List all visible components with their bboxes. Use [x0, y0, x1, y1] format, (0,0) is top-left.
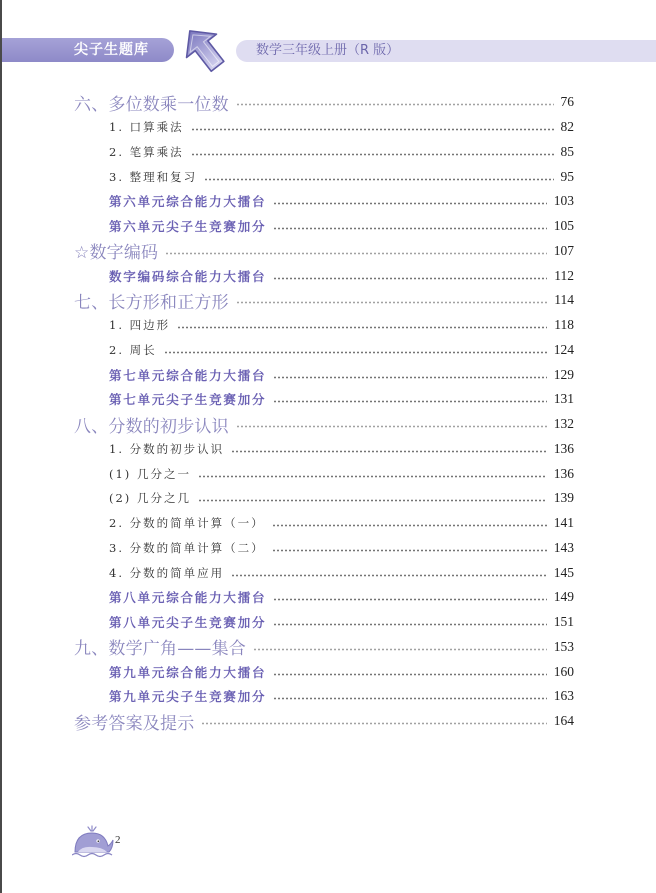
toc-special-label: 第七单元尖子生竞赛加分: [109, 392, 267, 408]
arrow-up-left-icon: [180, 24, 228, 74]
dot-leader: [177, 326, 547, 329]
dot-leader: [201, 722, 546, 725]
toc-page-number: 103: [553, 193, 574, 209]
whale-icon: [72, 822, 116, 862]
dot-leader: [231, 450, 547, 453]
toc-chapter-row: [74, 288, 574, 313]
toc-entry-row: [74, 437, 574, 462]
toc-page-number: 124: [553, 341, 574, 357]
toc-special-label: 第八单元尖子生竞赛加分: [109, 615, 267, 631]
toc-entry-row: [74, 486, 574, 511]
dot-leader: [236, 103, 554, 106]
toc-page-number: 145: [553, 564, 574, 580]
toc-entry-label: (2) 几分之几: [109, 491, 191, 506]
toc-entry-row: [74, 461, 574, 486]
dot-leader: [191, 128, 554, 131]
toc-entry-label: 2. 分数的简单计算（一）: [109, 516, 265, 531]
toc-entry-label: 3. 分数的简单计算（二）: [109, 540, 265, 555]
toc-special-label: 数字编码综合能力大擂台: [109, 268, 267, 284]
dot-leader: [204, 178, 553, 181]
toc-entry-label: 1. 口算乘法: [109, 120, 184, 135]
toc-page-number: 131: [553, 391, 574, 407]
toc-page-number: 82: [560, 119, 574, 135]
toc-chapter-row: [74, 709, 574, 734]
toc-page-number: 139: [553, 490, 574, 506]
toc-page-number: 107: [553, 242, 574, 258]
toc-page-number: 132: [553, 416, 574, 432]
toc-special-label: 第六单元尖子生竞赛加分: [109, 219, 267, 235]
toc-page-number: 76: [560, 94, 574, 110]
toc-special-row: [74, 659, 574, 684]
toc-entry-row: [74, 115, 574, 140]
toc-entry-row: [74, 164, 574, 189]
toc-special-row: [74, 585, 574, 610]
brand-tab: [2, 38, 174, 62]
toc-page-number: 149: [553, 589, 574, 605]
dot-leader: [273, 400, 546, 403]
dot-leader: [273, 623, 546, 626]
dot-leader: [273, 277, 547, 280]
toc-special-label: 第六单元综合能力大擂台: [109, 194, 267, 210]
dot-leader: [273, 673, 546, 676]
dot-leader: [198, 499, 547, 502]
toc-chapter-title: 六、多位数乘一位数: [74, 94, 229, 115]
toc-entry-label: 2. 笔算乘法: [109, 144, 184, 159]
toc-chapter-row: [74, 90, 574, 115]
dot-leader: [273, 227, 546, 230]
toc-entry-label: 2. 周长: [109, 342, 157, 357]
dot-leader: [272, 549, 547, 552]
toc-special-row: [74, 362, 574, 387]
toc-page-number: 112: [554, 267, 574, 283]
toc-entry-row: [74, 560, 574, 585]
toc-page-number: 85: [560, 143, 574, 159]
toc-entry-label: 3. 整理和复习: [109, 169, 198, 184]
book-title: 数学三年级上册（R 版）: [256, 43, 400, 58]
dot-leader: [165, 252, 547, 255]
book-title-tab: [236, 40, 656, 62]
toc-page-number: 164: [553, 713, 574, 729]
toc-entry-label: 4. 分数的简单应用: [109, 565, 225, 580]
dot-leader: [236, 301, 547, 304]
dot-leader: [273, 376, 546, 379]
toc-entry-row: [74, 338, 574, 363]
toc-page-number: 160: [553, 663, 574, 679]
page-number: 2: [115, 834, 121, 846]
toc-page-number: 114: [554, 292, 574, 308]
toc-chapter-row: [74, 412, 574, 437]
toc-page-number: 129: [553, 366, 574, 382]
toc-page-number: 118: [554, 317, 574, 333]
dot-leader: [253, 648, 547, 651]
toc-page-number: 151: [553, 614, 574, 630]
toc-page-number: 143: [553, 539, 574, 555]
toc-special-row: [74, 189, 574, 214]
toc-chapter-row: [74, 635, 574, 660]
toc-chapter-title: ☆数字编码: [74, 243, 159, 264]
toc-entry-label: 1. 四边形: [109, 318, 171, 333]
toc-page-number: 163: [553, 688, 574, 704]
toc-page-number: 105: [553, 218, 574, 234]
toc-entry-row: [74, 511, 574, 536]
toc-special-row: [74, 214, 574, 239]
toc-chapter-row: [74, 239, 574, 264]
toc-special-label: 第九单元综合能力大擂台: [109, 664, 267, 680]
toc-special-row: [74, 387, 574, 412]
toc-chapter-title: 八、分数的初步认识: [74, 416, 229, 437]
brand-title: 尖子生题库: [74, 42, 149, 58]
toc-chapter-title: 九、数学广角——集合: [74, 639, 246, 660]
dot-leader: [198, 475, 547, 478]
toc-special-label: 第七单元综合能力大擂台: [109, 367, 267, 383]
toc-special-row: [74, 684, 574, 709]
dot-leader: [236, 425, 547, 428]
toc-entry-row: [74, 536, 574, 561]
table-of-contents: [74, 90, 574, 734]
toc-special-row: [74, 610, 574, 635]
toc-chapter-title: 七、长方形和正方形: [74, 292, 229, 313]
dot-leader: [273, 598, 546, 601]
dot-leader: [191, 153, 554, 156]
toc-entry-row: [74, 313, 574, 338]
dot-leader: [273, 202, 546, 205]
toc-entry-row: [74, 140, 574, 165]
toc-page-number: 95: [560, 168, 574, 184]
dot-leader: [164, 351, 547, 354]
toc-page-number: 136: [553, 465, 574, 481]
toc-page-number: 153: [553, 638, 574, 654]
dot-leader: [231, 574, 547, 577]
toc-page-number: 136: [553, 440, 574, 456]
toc-page-number: 141: [553, 515, 574, 531]
toc-special-row: [74, 263, 574, 288]
dot-leader: [273, 697, 546, 700]
toc-entry-label: 1. 分数的初步认识: [109, 441, 225, 456]
toc-chapter-title: 参考答案及提示: [74, 713, 195, 734]
toc-entry-label: (1) 几分之一: [109, 466, 191, 481]
toc-special-label: 第九单元尖子生竞赛加分: [109, 689, 267, 705]
dot-leader: [272, 524, 547, 527]
toc-special-label: 第八单元综合能力大擂台: [109, 590, 267, 606]
